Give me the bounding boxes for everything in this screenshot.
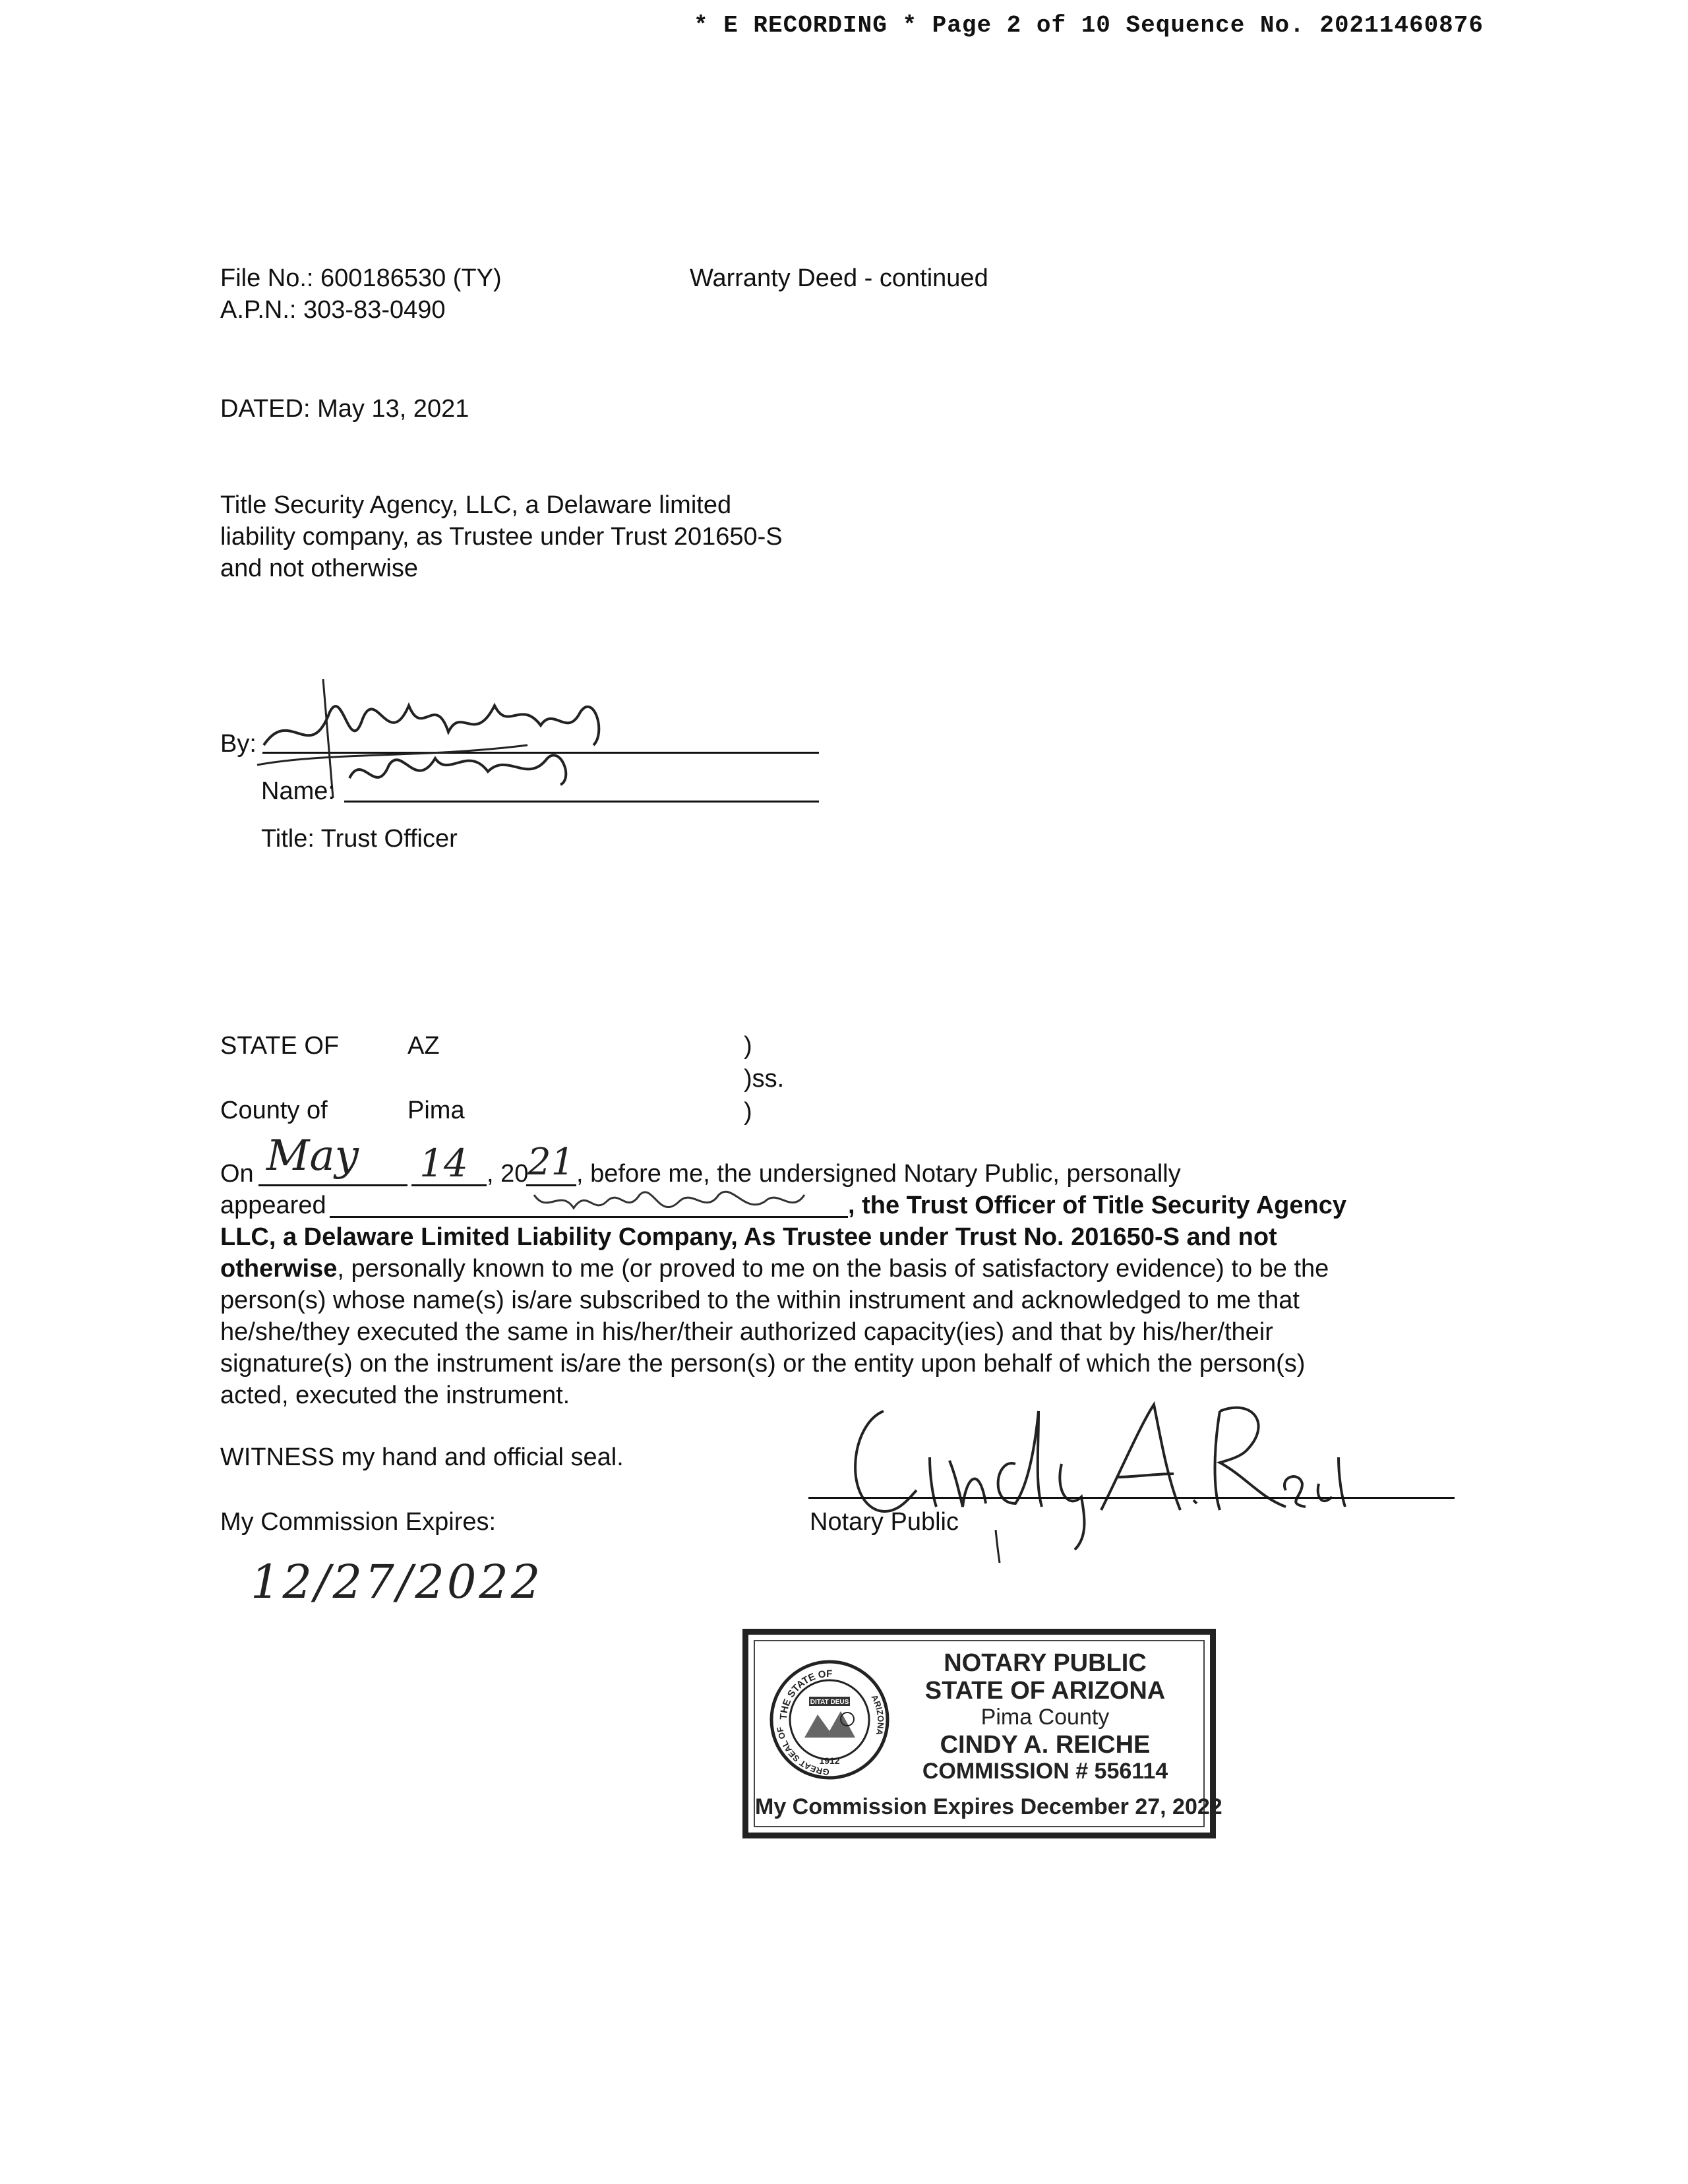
ack-line-5: person(s) whose name(s) is/are subscribed to the within instrument and acknowledged to me that xyxy=(220,1287,1300,1314)
seal-top-text: THE STATE OF xyxy=(777,1668,833,1720)
arizona-seal-icon xyxy=(768,1658,891,1781)
year-handwritten: 21 xyxy=(528,1141,575,1184)
on-label: On xyxy=(220,1160,254,1188)
venue-paren-2: ) xyxy=(744,1098,752,1126)
ack-line-3: LLC, a Delaware Limited Liability Company, As Trustee under Trust No. 201650-S and not xyxy=(220,1223,1277,1251)
commission-label: My Commission Expires: xyxy=(220,1508,497,1536)
seal-right-text: ARIZONA xyxy=(869,1693,886,1736)
stamp-line-1: NOTARY PUBLIC xyxy=(944,1649,1147,1677)
ack-line-1-rest: , before me, the undersigned Notary Public, personally xyxy=(576,1160,1181,1188)
recording-header: * E RECORDING * Page 2 of 10 Sequence No. 20211460876 xyxy=(694,12,1484,39)
ack-bold-intro: , the Trust Officer of Title Security Agency xyxy=(848,1192,1346,1219)
venue-paren-1: ) xyxy=(744,1032,752,1060)
stamp-line-6: My Commission Expires December 27, 2022 xyxy=(755,1794,1222,1819)
seal-year: 1912 xyxy=(819,1755,840,1766)
stamp-line-5: COMMISSION # 556114 xyxy=(922,1759,1168,1784)
grantor-line-1: Title Security Agency, LLC, a Delaware limited xyxy=(220,491,732,519)
apn-number: A.P.N.: 303-83-0490 xyxy=(220,296,446,324)
ack-line-6: he/she/they executed the same in his/her/their authorized capacity(ies) and that by his/her/their xyxy=(220,1318,1273,1346)
county-label: County of xyxy=(220,1097,328,1124)
month-handwritten: May xyxy=(266,1132,359,1180)
ack-line-4 xyxy=(220,1253,1329,1285)
witness-line: WITNESS my hand and official seal. xyxy=(220,1443,624,1471)
notary-public-label: Notary Public xyxy=(810,1508,959,1536)
stamp-line-4: CINDY A. REICHE xyxy=(940,1731,1151,1759)
seal-left-text: GREAT SEAL OF xyxy=(775,1726,830,1778)
appeared-name-handwritten xyxy=(528,1168,818,1228)
document-title: Warranty Deed - continued xyxy=(690,264,988,292)
state-label: STATE OF xyxy=(220,1032,340,1060)
ack-otherwise: otherwise xyxy=(220,1255,338,1283)
appeared-label: appeared xyxy=(220,1192,326,1219)
county-value: Pima xyxy=(407,1097,465,1124)
grantor-line-2: liability company, as Trustee under Trust 201650-S xyxy=(220,523,783,551)
year-prefix: , 20 xyxy=(487,1160,529,1188)
venue-ss: )ss. xyxy=(744,1065,785,1093)
name-label: Name: xyxy=(261,777,335,805)
month-line xyxy=(258,1184,407,1186)
ack-line-8: acted, executed the instrument. xyxy=(220,1381,570,1409)
commission-date-handwritten: 12/27/2022 xyxy=(251,1555,543,1609)
grantor-line-3: and not otherwise xyxy=(220,555,418,582)
notary-stamp xyxy=(742,1629,1222,1838)
state-value: AZ xyxy=(407,1032,440,1060)
notary-signature-line xyxy=(808,1497,1455,1499)
ack-line-7: signature(s) on the instrument is/are the person(s) or the entity upon behalf of which the person(s) xyxy=(220,1350,1306,1378)
svg-text:THE STATE OF xyxy=(778,1668,832,1720)
stamp-line-2: STATE OF ARIZONA xyxy=(924,1677,1166,1705)
signer-title: Title: Trust Officer xyxy=(261,825,458,853)
ack-line-4-rest: , personally known to me (or proved to me on the basis of satisfactory evidence) to be the xyxy=(337,1255,1329,1283)
name-line xyxy=(344,801,819,803)
seal-motto: DITAT DEUS xyxy=(810,1699,849,1706)
day-handwritten: 14 xyxy=(419,1141,468,1186)
stamp-line-3: Pima County xyxy=(980,1705,1110,1730)
file-number: File No.: 600186530 (TY) xyxy=(220,264,502,292)
dated-line: DATED: May 13, 2021 xyxy=(220,395,469,423)
by-label: By: xyxy=(220,730,256,758)
